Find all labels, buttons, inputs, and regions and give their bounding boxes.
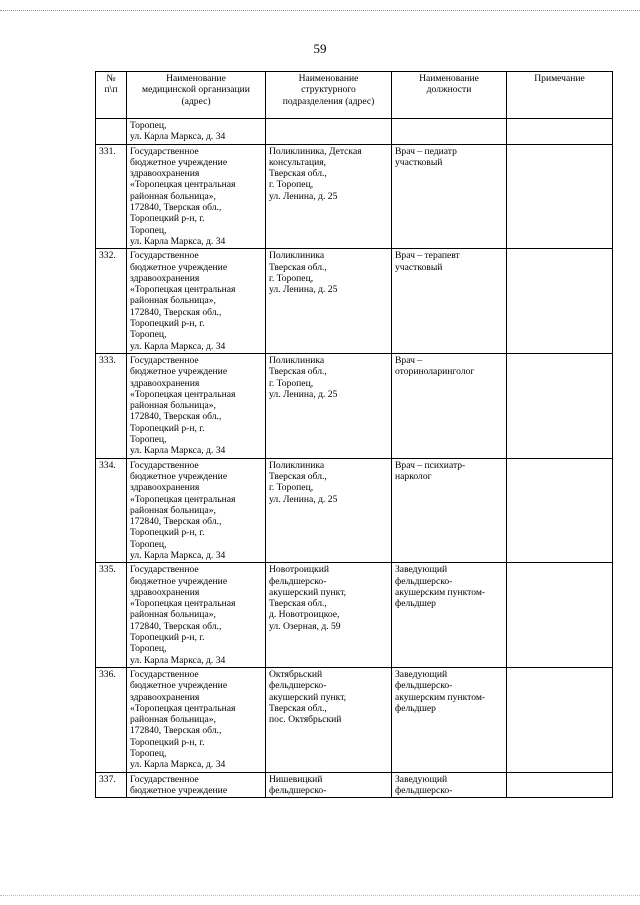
cell-dept-line: консультация, xyxy=(269,156,327,168)
cell-org-line: здравоохранения xyxy=(130,377,200,389)
cell-org-line: Торопец, xyxy=(130,538,167,550)
cell-org xyxy=(127,772,266,798)
cell-position-line: фельдшерско- xyxy=(395,680,453,692)
cell-position-line: фельдшер xyxy=(395,598,436,610)
cell-note xyxy=(507,772,613,798)
cell-org xyxy=(127,667,266,772)
cell-dept-line: Нишевицкий xyxy=(269,773,323,785)
cell-dept xyxy=(266,563,392,668)
cell-dept-line: Тверская обл., xyxy=(269,261,327,273)
cell-dept-line: г. Торопец, xyxy=(269,377,314,389)
cell-dept xyxy=(266,667,392,772)
cell-position-line: Заведующий xyxy=(395,564,448,576)
cell-position xyxy=(392,144,507,249)
cell-num: 331. xyxy=(96,144,127,249)
cell-org-line: районная больница», xyxy=(130,714,216,726)
cell-org-line: здравоохранения xyxy=(130,272,200,284)
cell-num: 332. xyxy=(96,249,127,354)
cell-position-line: участковый xyxy=(395,261,443,273)
header-org-line: (адрес) xyxy=(181,95,211,107)
cell-position-line: Заведующий xyxy=(395,773,448,785)
cell-position-line: оториноларинголог xyxy=(395,366,475,378)
cell-dept-line: Октябрьский xyxy=(269,668,323,680)
cell-dept-line: акушерский пункт, xyxy=(269,691,347,703)
cell-org-line: районная больница», xyxy=(130,295,216,307)
cell-org-line: «Торопецкая центральная xyxy=(130,388,236,400)
cell-org-line: Государственное xyxy=(130,564,199,576)
cell-org-line: ул. Карла Маркса, д. 34 xyxy=(130,654,226,666)
cell-org-line: Торопецкий р-н, г. xyxy=(130,527,205,539)
cell-org-line: Торопецкий р-н, г. xyxy=(130,318,205,330)
cell-num: 335. xyxy=(96,563,127,668)
header-org-line: Наименование xyxy=(166,73,226,84)
cell-org-line: ул. Карла Маркса, д. 34 xyxy=(130,235,226,247)
cell-position xyxy=(392,353,507,458)
cell-dept-line: Тверская обл., xyxy=(269,598,327,610)
cell-org-line: районная больница», xyxy=(130,504,216,516)
cell-org-line: Торопец, xyxy=(130,120,167,131)
cell-dept-line: Поликлиника xyxy=(269,459,325,471)
cell-dept-line: фельдшерско- xyxy=(269,680,327,692)
cell-org-line: ул. Карла Маркса, д. 34 xyxy=(130,131,226,143)
cell-position-line: фельдшерско- xyxy=(395,575,453,587)
cell-org-line: «Торопецкая центральная xyxy=(130,702,236,714)
cell-org-line: Торопец, xyxy=(130,748,167,760)
cell-position-line: Врач – педиатр xyxy=(395,145,457,157)
cell-org-line: Торопец, xyxy=(130,329,167,341)
cell-dept-line: г. Торопец, xyxy=(269,272,314,284)
cell-org-line: Государственное xyxy=(130,250,199,262)
cell-org-line: Торопец, xyxy=(130,224,167,236)
cell-org-line: Торопецкий р-н, г. xyxy=(130,632,205,644)
cell-org-line: бюджетное учреждение xyxy=(130,680,228,692)
header-position-line: Наименование xyxy=(419,73,479,84)
cell-dept-line: Тверская обл., xyxy=(269,366,327,378)
cell-dept-line: Поликлиника xyxy=(269,354,325,366)
cell-note xyxy=(507,249,613,354)
cell-note xyxy=(507,667,613,772)
cell-position-line: нарколог xyxy=(395,470,432,482)
header-note xyxy=(507,72,613,119)
cell-org-line: районная больница», xyxy=(130,400,216,412)
header-position xyxy=(392,72,507,119)
cell-dept xyxy=(266,772,392,798)
cell-note xyxy=(507,353,613,458)
cell-dept-line: Новотроицкий xyxy=(269,564,329,576)
cell-dept-line: д. Новотроицкое, xyxy=(269,609,340,621)
cell-org-line: здравоохранения xyxy=(130,168,200,180)
cell-org-line: 172840, Тверская обл., xyxy=(130,516,222,528)
cell-position xyxy=(392,563,507,668)
cell-org-line: Торопец, xyxy=(130,643,167,655)
table-body xyxy=(96,119,613,798)
cell-org xyxy=(127,144,266,249)
table-row xyxy=(96,667,613,772)
table-row xyxy=(96,353,613,458)
cell-org-line: здравоохранения xyxy=(130,691,200,703)
cell-dept xyxy=(266,119,392,145)
medical-positions-table xyxy=(95,71,613,798)
table-row xyxy=(96,119,613,145)
cell-position-line: Врач – терапевт xyxy=(395,250,460,262)
cell-org-line: «Торопецкая центральная xyxy=(130,493,236,505)
cell-org-line: бюджетное учреждение xyxy=(130,261,228,273)
cell-org-line: Государственное xyxy=(130,773,199,785)
cell-note xyxy=(507,119,613,145)
cell-org-line: районная больница», xyxy=(130,609,216,621)
cell-org-line: здравоохранения xyxy=(130,482,200,494)
cell-dept-line: ул. Ленина, д. 25 xyxy=(269,284,338,296)
header-dept-line: Наименование xyxy=(298,73,359,84)
cell-dept-line: ул. Ленина, д. 25 xyxy=(269,493,338,505)
cell-org-line: 172840, Тверская обл., xyxy=(130,620,222,632)
header-dept-line: структурного xyxy=(301,84,356,96)
cell-org xyxy=(127,458,266,563)
header-num-line: № xyxy=(106,73,116,84)
cell-position-line: фельдшер xyxy=(395,702,436,714)
cell-dept-line: Тверская обл., xyxy=(269,470,327,482)
cell-org-line: ул. Карла Маркса, д. 34 xyxy=(130,549,226,561)
cell-num: 337. xyxy=(96,772,127,798)
cell-position xyxy=(392,249,507,354)
cell-dept-line: акушерский пункт, xyxy=(269,586,347,598)
cell-org-line: 172840, Тверская обл., xyxy=(130,725,222,737)
header-org-line: медицинской организации xyxy=(142,84,250,96)
cell-org-line: ул. Карла Маркса, д. 34 xyxy=(130,759,226,771)
cell-org-line: Торопецкий р-н, г. xyxy=(130,422,205,434)
cell-org-line: 172840, Тверская обл., xyxy=(130,411,222,423)
cell-org-line: бюджетное учреждение xyxy=(130,156,228,168)
cell-position-line: Заведующий xyxy=(395,668,448,680)
cell-note xyxy=(507,458,613,563)
cell-dept-line: г. Торопец, xyxy=(269,179,314,191)
cell-org-line: здравоохранения xyxy=(130,586,200,598)
cell-num: 333. xyxy=(96,353,127,458)
cell-num xyxy=(96,119,127,145)
header-org xyxy=(127,72,266,119)
cell-position-line: фельдшерско- xyxy=(395,784,453,796)
header-num-line: п\п xyxy=(104,84,118,96)
cell-org xyxy=(127,563,266,668)
cell-org-line: Торопец, xyxy=(130,434,167,446)
cell-org-line: бюджетное учреждение xyxy=(130,575,228,587)
cell-dept-line: Поликлиника, Детская xyxy=(269,145,362,157)
cell-dept xyxy=(266,144,392,249)
cell-dept-line: пос. Октябрьский xyxy=(269,714,342,726)
table-row xyxy=(96,772,613,798)
cell-org-line: «Торопецкая центральная xyxy=(130,598,236,610)
cell-position xyxy=(392,119,507,145)
cell-num: 334. xyxy=(96,458,127,563)
cell-org-line: ул. Карла Маркса, д. 34 xyxy=(130,445,226,457)
header-dept-line: подразделения (адрес) xyxy=(282,95,375,107)
cell-org-line: Государственное xyxy=(130,354,199,366)
cell-note xyxy=(507,144,613,249)
cell-org-line: районная больница», xyxy=(130,190,216,202)
cell-dept-line: Тверская обл., xyxy=(269,702,327,714)
cell-dept-line: фельдшерско- xyxy=(269,784,327,796)
header-num xyxy=(96,72,127,119)
page-number: 59 xyxy=(313,41,327,56)
header-note-line: Примечание xyxy=(534,73,585,84)
cell-position-line: участковый xyxy=(395,156,443,168)
cell-org-line: Торопецкий р-н, г. xyxy=(130,736,205,748)
cell-org-line: бюджетное учреждение xyxy=(130,470,228,482)
cell-org-line: 172840, Тверская обл., xyxy=(130,306,222,318)
cell-org-line: бюджетное учреждение xyxy=(130,366,228,378)
cell-org xyxy=(127,249,266,354)
cell-org xyxy=(127,119,266,145)
cell-position-line: акушерским пунктом- xyxy=(395,586,486,598)
bottom-scan-line xyxy=(0,895,640,896)
cell-dept-line: Поликлиника xyxy=(269,250,325,262)
table-row xyxy=(96,144,613,249)
cell-org-line: Государственное xyxy=(130,668,199,680)
cell-dept xyxy=(266,458,392,563)
cell-position-line: Врач – психиатр- xyxy=(395,459,466,471)
table-row xyxy=(96,563,613,668)
cell-org-line: ул. Карла Маркса, д. 34 xyxy=(130,340,226,352)
cell-org-line: Торопецкий р-н, г. xyxy=(130,213,205,225)
top-scan-line xyxy=(0,10,640,11)
table-row xyxy=(96,249,613,354)
cell-dept-line: ул. Озерная, д. 59 xyxy=(269,620,341,632)
cell-dept-line: Тверская обл., xyxy=(269,168,327,180)
header-dept xyxy=(266,72,392,119)
cell-position-line: Врач – xyxy=(395,354,423,366)
cell-dept-line: фельдшерско- xyxy=(269,575,327,587)
cell-org-line: «Торопецкая центральная xyxy=(130,179,236,191)
cell-dept xyxy=(266,353,392,458)
cell-org-line: 172840, Тверская обл., xyxy=(130,202,222,214)
cell-org-line: бюджетное учреждение xyxy=(130,784,228,796)
cell-dept-line: ул. Ленина, д. 25 xyxy=(269,190,338,202)
cell-num: 336. xyxy=(96,667,127,772)
cell-position xyxy=(392,772,507,798)
cell-org-line: «Торопецкая центральная xyxy=(130,284,236,296)
cell-position xyxy=(392,458,507,563)
cell-position xyxy=(392,667,507,772)
table-header-row xyxy=(96,72,613,119)
cell-position-line: акушерским пунктом- xyxy=(395,691,486,703)
cell-dept-line: ул. Ленина, д. 25 xyxy=(269,388,338,400)
header-position-line: должности xyxy=(426,84,472,96)
cell-org xyxy=(127,353,266,458)
cell-org-line: Государственное xyxy=(130,459,199,471)
cell-dept-line: г. Торопец, xyxy=(269,482,314,494)
table-row xyxy=(96,458,613,563)
cell-dept xyxy=(266,249,392,354)
cell-org-line: Государственное xyxy=(130,145,199,157)
cell-note xyxy=(507,563,613,668)
